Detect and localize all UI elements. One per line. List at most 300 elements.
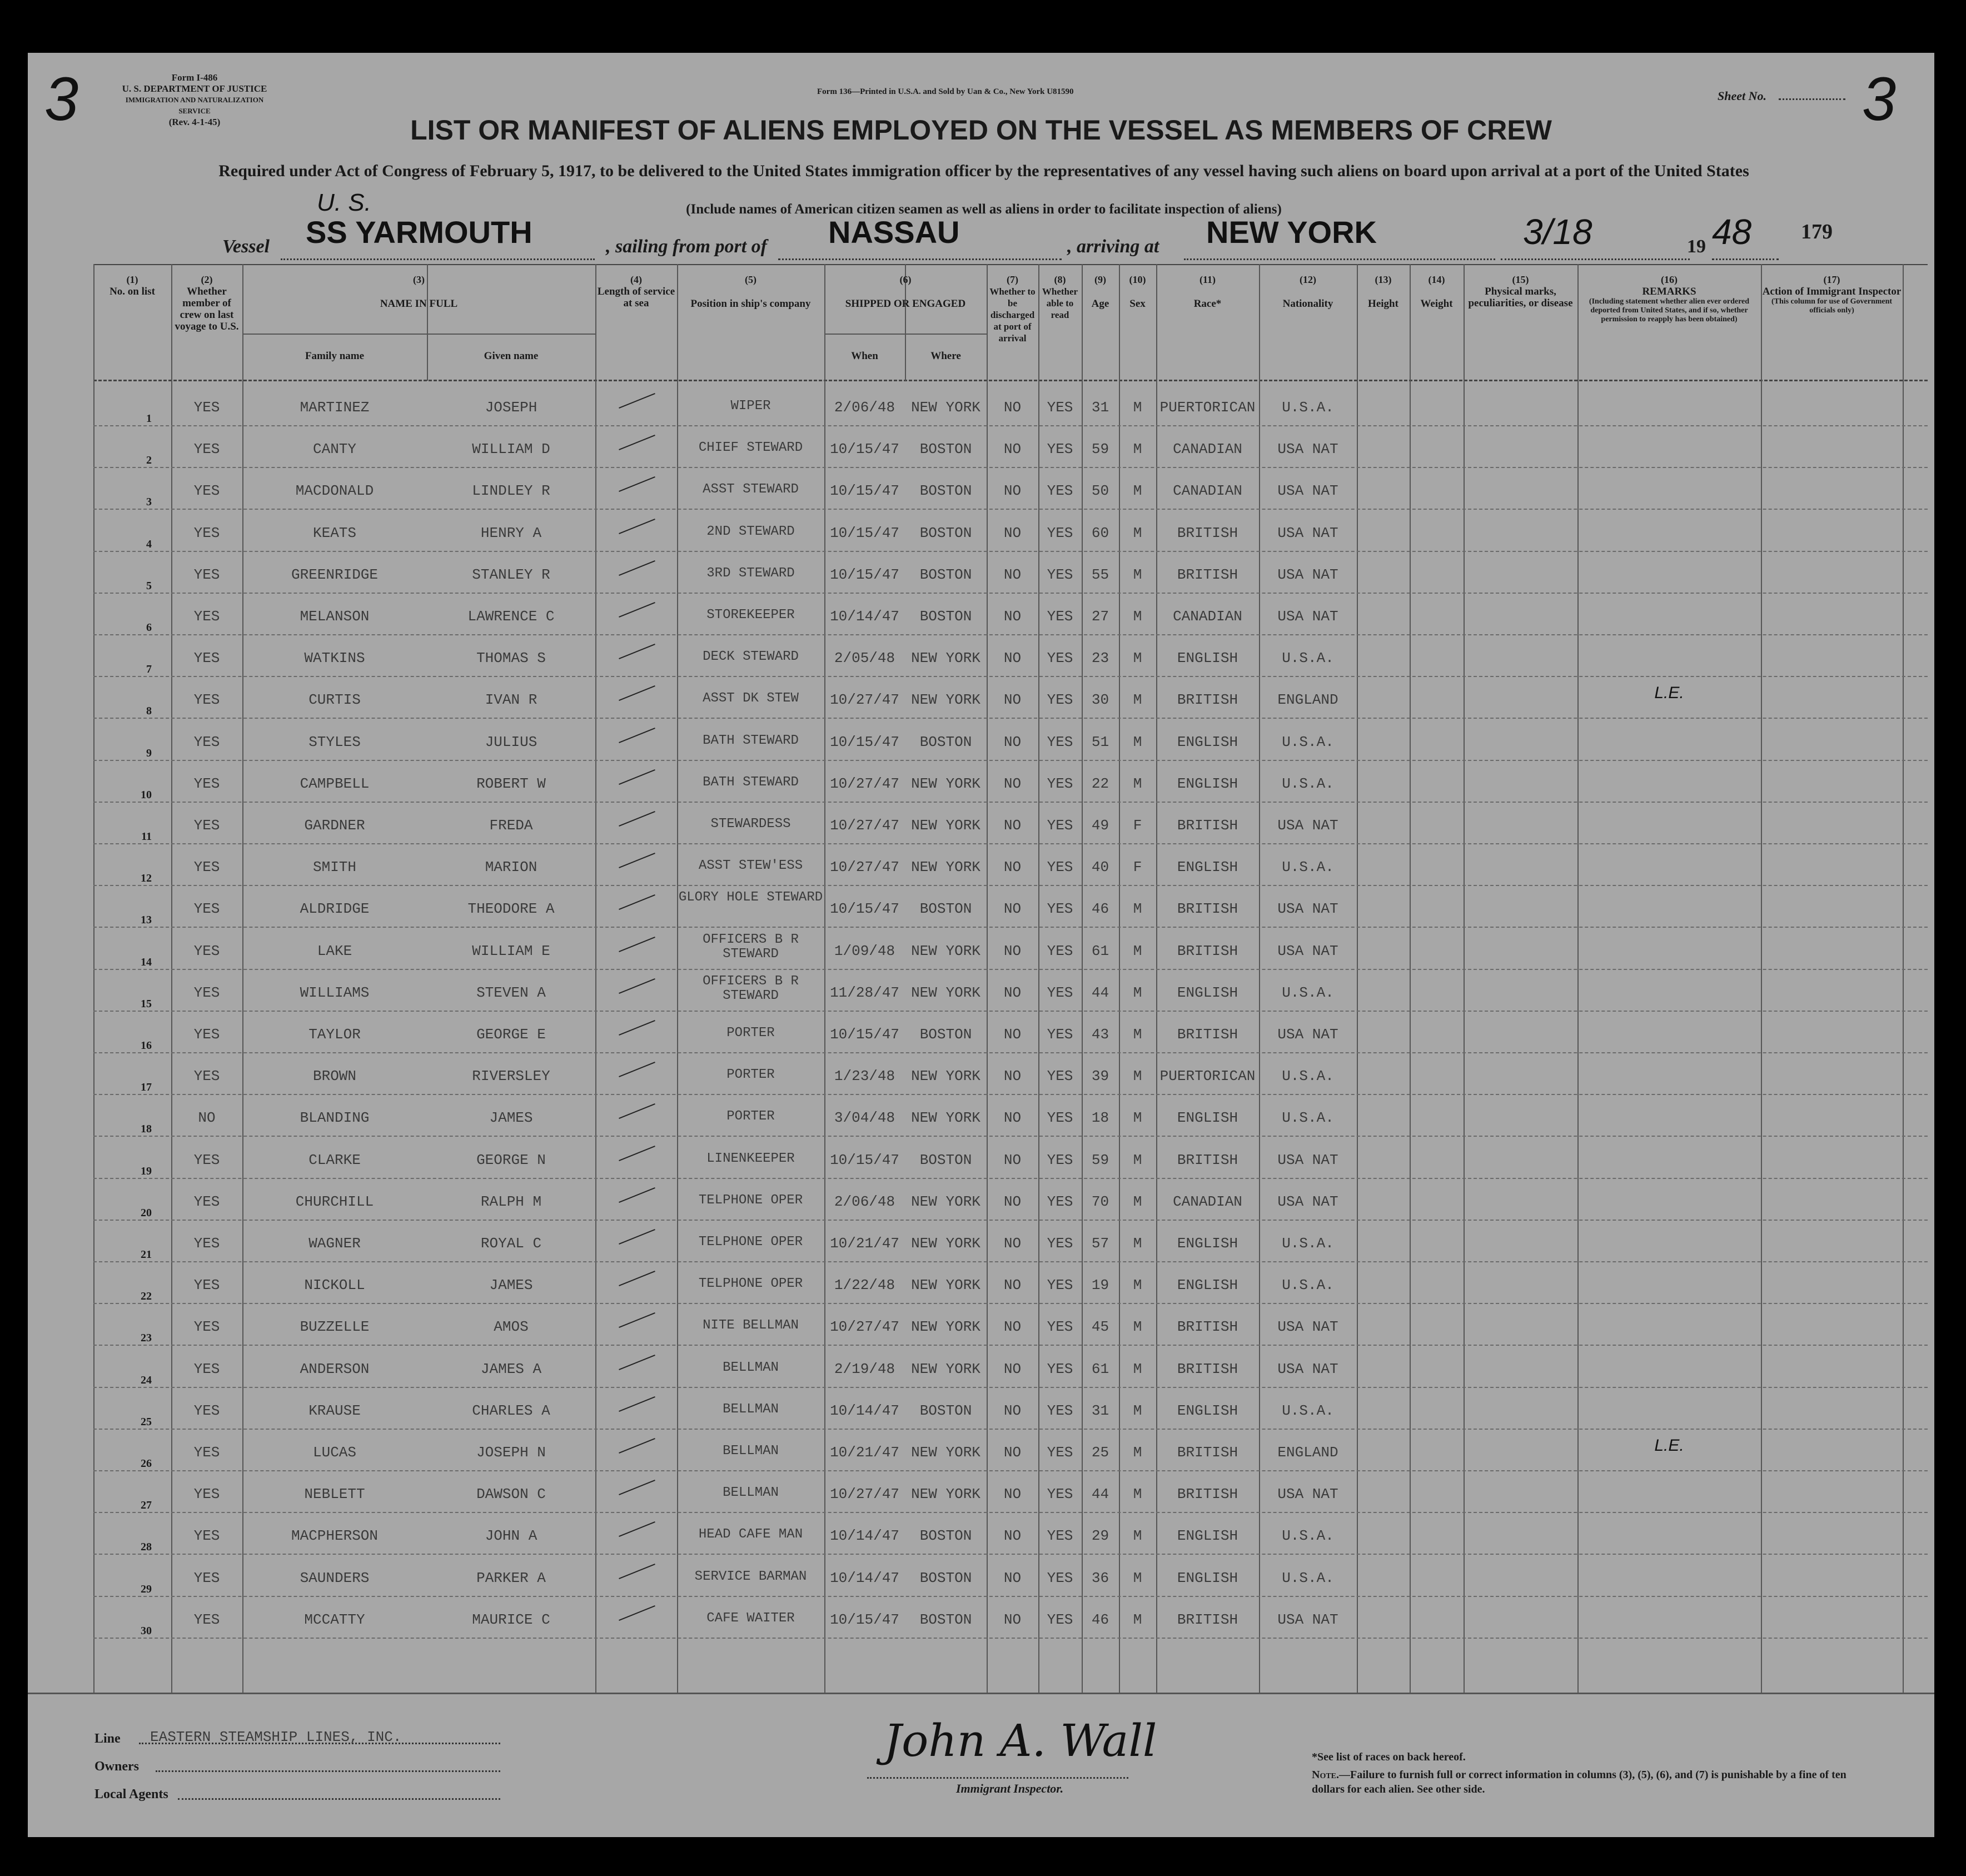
- race-note: *See list of races on back hereof.: [1312, 1751, 1466, 1763]
- cell-given: RALPH M: [480, 1193, 542, 1210]
- cell-race: BRITISH: [1177, 900, 1238, 918]
- cell-when: 2/06/48: [834, 1193, 895, 1210]
- cell-position: BELLMAN: [723, 1485, 779, 1501]
- cell-race: BRITISH: [1177, 1360, 1238, 1377]
- col-header-name: (3) NAME IN FULL: [380, 274, 458, 310]
- cell-family: CLARKE: [308, 1151, 361, 1168]
- cell-last: YES: [193, 942, 220, 959]
- cell-nat: USA NAT: [1277, 1611, 1338, 1628]
- cell-given: STANLEY R: [472, 566, 550, 583]
- row-number: 29: [141, 1583, 152, 1595]
- cell-sex: M: [1133, 1360, 1142, 1377]
- cell-when: 10/15/47: [830, 1611, 899, 1628]
- row-number: 9: [146, 747, 152, 759]
- cell-age: 40: [1091, 859, 1109, 876]
- cell-age: 46: [1091, 900, 1109, 918]
- table-row: [93, 384, 1928, 426]
- cell-remark: L.E.: [1654, 684, 1684, 703]
- service-tick-mark: [619, 476, 655, 492]
- cell-race: CANADIAN: [1173, 482, 1242, 500]
- cell-when: 10/15/47: [830, 733, 899, 750]
- cell-race: ENGLISH: [1177, 1527, 1238, 1545]
- cell-nat: U.S.A.: [1282, 1277, 1334, 1294]
- cell-position: WIPER: [730, 399, 771, 414]
- cell-given: MAURICE C: [472, 1611, 550, 1628]
- cell-given: ROBERT W: [476, 775, 546, 792]
- cell-family: BROWN: [312, 1068, 356, 1085]
- cell-read: YES: [1047, 524, 1073, 541]
- vessel-name: SS YARMOUTH: [306, 215, 532, 250]
- service-tick-mark: [619, 560, 655, 576]
- cell-family: WATKINS: [304, 650, 365, 667]
- cell-disch: NO: [1003, 1068, 1022, 1085]
- cell-read: YES: [1047, 1235, 1073, 1252]
- sheet-number-handwritten: 3: [1862, 65, 1897, 133]
- cell-when: 10/15/47: [830, 524, 899, 541]
- cell-where: NEW YORK: [911, 1235, 980, 1252]
- col-header-sex: (10) Sex: [1129, 274, 1146, 310]
- row-number: 22: [141, 1290, 152, 1303]
- cell-when: 1/23/48: [834, 1068, 895, 1085]
- cell-family: MARTINEZ: [300, 399, 370, 416]
- cell-given: IVAN R: [485, 691, 537, 709]
- cell-sex: M: [1133, 1611, 1142, 1628]
- printer-line: Form 136—Printed in U.S.A. and Sold by Uan & Co., New York U81590: [817, 87, 1074, 96]
- cell-age: 31: [1091, 1402, 1109, 1419]
- col-header-weight: (14) Weight: [1420, 274, 1453, 310]
- cell-given: WILLIAM E: [472, 942, 550, 959]
- cell-given: RIVERSLEY: [472, 1068, 550, 1085]
- stamp-number: 179: [1801, 220, 1833, 243]
- service-tick-mark: [619, 1020, 655, 1036]
- cell-read: YES: [1047, 1068, 1073, 1085]
- cell-sex: M: [1133, 566, 1142, 583]
- cell-family: GREENRIDGE: [291, 566, 379, 583]
- cell-where: BOSTON: [919, 566, 972, 583]
- cell-read: YES: [1047, 1527, 1073, 1545]
- cell-sex: M: [1133, 441, 1142, 458]
- cell-when: 10/15/47: [830, 900, 899, 918]
- cell-nat: USA NAT: [1277, 1318, 1338, 1336]
- row-number: 10: [141, 788, 152, 801]
- cell-nat: USA NAT: [1277, 817, 1338, 834]
- cell-where: NEW YORK: [911, 1318, 980, 1336]
- cell-last: YES: [193, 1277, 220, 1294]
- cell-position: BATH STEWARD: [703, 733, 799, 748]
- cell-disch: NO: [1003, 1277, 1022, 1294]
- cell-read: YES: [1047, 1109, 1073, 1127]
- row-number: 23: [141, 1332, 152, 1345]
- cell-nat: U.S.A.: [1282, 1235, 1334, 1252]
- cell-race: BRITISH: [1177, 524, 1238, 541]
- col-header-shipped: (6) SHIPPED OR ENGAGED: [845, 274, 966, 310]
- cell-nat: USA NAT: [1277, 1151, 1338, 1168]
- cell-last: YES: [193, 1193, 220, 1210]
- cell-last: YES: [193, 691, 220, 709]
- cell-position: 3RD STEWARD: [706, 565, 795, 581]
- table-row: [93, 1220, 1928, 1262]
- cell-family: ALDRIDGE: [300, 900, 370, 918]
- cell-last: YES: [193, 1068, 220, 1085]
- cell-disch: NO: [1003, 1318, 1022, 1336]
- table-row: [93, 969, 1928, 1012]
- cell-disch: NO: [1003, 1486, 1022, 1503]
- cell-disch: NO: [1003, 1151, 1022, 1168]
- cell-where: BOSTON: [919, 1611, 972, 1628]
- service-tick-mark: [619, 728, 655, 743]
- cell-when: 10/21/47: [830, 1444, 899, 1461]
- cell-family: BUZZELLE: [300, 1318, 370, 1336]
- row-number: 16: [141, 1039, 152, 1052]
- cell-given: LINDLEY R: [472, 482, 550, 500]
- cell-where: NEW YORK: [911, 1068, 980, 1085]
- cell-given: GEORGE N: [476, 1151, 546, 1168]
- row-number: 26: [141, 1457, 152, 1470]
- cell-where: NEW YORK: [911, 1486, 980, 1503]
- cell-when: 10/15/47: [830, 441, 899, 458]
- cell-age: 22: [1091, 775, 1109, 792]
- service-tick-mark: [619, 644, 655, 659]
- service-tick-mark: [619, 937, 655, 952]
- cell-where: NEW YORK: [911, 942, 980, 959]
- cell-position: STEWARDESS: [710, 817, 791, 832]
- cell-disch: NO: [1003, 608, 1022, 625]
- cell-last: YES: [193, 482, 220, 500]
- cell-when: 1/09/48: [834, 942, 895, 959]
- note-label: Note.: [1312, 1769, 1340, 1781]
- col-header-discharged: (7) Whether to be discharged at port of arrival: [989, 274, 1036, 344]
- arriving-label: , arriving at: [1067, 236, 1159, 257]
- cell-read: YES: [1047, 608, 1073, 625]
- cell-race: BRITISH: [1177, 1318, 1238, 1336]
- cell-race: PUERTORICAN: [1159, 1068, 1256, 1085]
- cell-sex: M: [1133, 1444, 1142, 1461]
- cell-family: NICKOLL: [304, 1277, 365, 1294]
- cell-family: LUCAS: [312, 1444, 356, 1461]
- cell-given: HENRY A: [480, 524, 542, 541]
- cell-age: 60: [1091, 524, 1109, 541]
- cell-given: JULIUS: [485, 733, 537, 750]
- cell-where: NEW YORK: [911, 1193, 980, 1210]
- cell-race: ENGLISH: [1177, 1569, 1238, 1586]
- cell-last: YES: [193, 984, 220, 1001]
- cell-position: PORTER: [726, 1109, 775, 1124]
- cell-sex: M: [1133, 1193, 1142, 1210]
- col-header-service: (4) Length of service at sea: [597, 274, 675, 309]
- cell-position: BELLMAN: [723, 1360, 779, 1375]
- cell-family: CAMPBELL: [300, 775, 370, 792]
- row-number: 24: [141, 1374, 152, 1386]
- cell-family: CANTY: [312, 441, 356, 458]
- cell-position: NITE BELLMAN: [703, 1318, 799, 1333]
- col-header-age: (9) Age: [1091, 274, 1109, 310]
- cell-position: CAFE WAITER: [706, 1610, 795, 1626]
- cell-family: SMITH: [312, 859, 356, 876]
- cell-last: NO: [198, 1109, 216, 1127]
- table-row: [93, 1554, 1928, 1597]
- table-row: [93, 1303, 1928, 1346]
- cell-given: THEODORE A: [467, 900, 555, 918]
- cell-age: 25: [1091, 1444, 1109, 1461]
- table-row: [93, 425, 1928, 468]
- row-number: 12: [141, 872, 152, 885]
- service-tick-mark: [619, 894, 655, 910]
- cell-disch: NO: [1003, 1193, 1022, 1210]
- form-number: Form I-486: [171, 72, 218, 83]
- row-number: 25: [141, 1415, 152, 1428]
- cell-where: NEW YORK: [911, 650, 980, 667]
- cell-disch: NO: [1003, 399, 1022, 416]
- cell-where: BOSTON: [919, 733, 972, 750]
- cell-disch: NO: [1003, 691, 1022, 709]
- cell-when: 10/14/47: [830, 1527, 899, 1545]
- page-title: LIST OR MANIFEST OF ALIENS EMPLOYED ON THE VESSEL AS MEMBERS OF CREW: [410, 115, 1552, 146]
- cell-last: YES: [193, 650, 220, 667]
- cell-age: 44: [1091, 984, 1109, 1001]
- cell-where: NEW YORK: [911, 399, 980, 416]
- service-tick-mark: [619, 1103, 655, 1119]
- cell-disch: NO: [1003, 566, 1022, 583]
- cell-position: CHIEF STEWARD: [698, 440, 803, 456]
- cell-read: YES: [1047, 1318, 1073, 1336]
- cell-last: YES: [193, 1527, 220, 1545]
- cell-age: 29: [1091, 1527, 1109, 1545]
- cell-where: BOSTON: [919, 1569, 972, 1586]
- table-row: [93, 843, 1928, 886]
- cell-when: 10/15/47: [830, 1026, 899, 1043]
- cell-when: 1/22/48: [834, 1277, 895, 1294]
- cell-disch: NO: [1003, 859, 1022, 876]
- cell-age: 19: [1091, 1277, 1109, 1294]
- cell-where: BOSTON: [919, 608, 972, 625]
- cell-where: BOSTON: [919, 441, 972, 458]
- cell-position: OFFICERS B R STEWARD: [703, 932, 799, 962]
- cell-family: MCCATTY: [304, 1611, 365, 1628]
- cell-family: STYLES: [308, 733, 361, 750]
- cell-when: 10/15/47: [830, 482, 899, 500]
- cell-read: YES: [1047, 942, 1073, 959]
- cell-sex: M: [1133, 1318, 1142, 1336]
- row-number: 17: [141, 1081, 152, 1094]
- cell-race: BRITISH: [1177, 566, 1238, 583]
- cell-last: YES: [193, 1611, 220, 1628]
- vessel-label: Vessel: [222, 236, 270, 257]
- cell-age: 61: [1091, 1360, 1109, 1377]
- table-row: [93, 1178, 1928, 1221]
- cell-family: LAKE: [317, 942, 352, 959]
- sheet-no-label: Sheet No.: [1718, 89, 1766, 103]
- cell-sex: M: [1133, 1151, 1142, 1168]
- col-header-race: (11) Race*: [1193, 274, 1222, 310]
- cell-position: TELPHONE OPER: [698, 1276, 803, 1292]
- cell-sex: M: [1133, 1486, 1142, 1503]
- cell-sex: M: [1133, 650, 1142, 667]
- inspector-label: Immigrant Inspector.: [956, 1782, 1064, 1795]
- cell-sex: M: [1133, 1402, 1142, 1419]
- cell-last: YES: [193, 1235, 220, 1252]
- cell-sex: M: [1133, 524, 1142, 541]
- cell-age: 44: [1091, 1486, 1109, 1503]
- cell-sex: M: [1133, 1109, 1142, 1127]
- cell-last: YES: [193, 775, 220, 792]
- row-number: 19: [141, 1165, 152, 1177]
- table-row: [93, 1261, 1928, 1304]
- row-number: 30: [141, 1624, 152, 1637]
- cell-given: LAWRENCE C: [467, 608, 555, 625]
- cell-position: ASST DK STEW: [703, 691, 799, 706]
- cell-nat: U.S.A.: [1282, 1402, 1334, 1419]
- cell-last: YES: [193, 1486, 220, 1503]
- service-tick-mark: [619, 1521, 655, 1537]
- cell-disch: NO: [1003, 650, 1022, 667]
- cell-where: NEW YORK: [911, 1360, 980, 1377]
- row-number: 28: [141, 1541, 152, 1554]
- cell-family: MACPHERSON: [291, 1527, 379, 1545]
- row-number: 2: [146, 454, 152, 467]
- cell-where: BOSTON: [919, 900, 972, 918]
- cell-given: MARION: [485, 859, 537, 876]
- cell-nat: U.S.A.: [1282, 984, 1334, 1001]
- cell-read: YES: [1047, 1402, 1073, 1419]
- cell-last: YES: [193, 733, 220, 750]
- row-number: 8: [146, 705, 152, 718]
- year-prefix: 19: [1687, 236, 1706, 257]
- cell-nat: USA NAT: [1277, 524, 1338, 541]
- cell-family: TAYLOR: [308, 1026, 361, 1043]
- cell-age: 30: [1091, 691, 1109, 709]
- cell-given: WILLIAM D: [472, 441, 550, 458]
- cell-position: ASST STEW'ESS: [698, 858, 803, 874]
- cell-age: 23: [1091, 650, 1109, 667]
- cell-nat: USA NAT: [1277, 1026, 1338, 1043]
- cell-family: NEBLETT: [304, 1486, 365, 1503]
- cell-nat: USA NAT: [1277, 441, 1338, 458]
- service-tick-mark: [619, 435, 655, 450]
- cell-race: CANADIAN: [1173, 608, 1242, 625]
- cell-disch: NO: [1003, 1611, 1022, 1628]
- cell-nat: USA NAT: [1277, 942, 1338, 959]
- cell-read: YES: [1047, 1444, 1073, 1461]
- cell-read: YES: [1047, 650, 1073, 667]
- cell-disch: NO: [1003, 1527, 1022, 1545]
- cell-read: YES: [1047, 441, 1073, 458]
- note-text: —Failure to furnish full or correct information in columns (3), (5), (6), and (7) is punishable by a fine of ten dollars for each alien. See other side.: [1312, 1769, 1846, 1795]
- cell-last: YES: [193, 524, 220, 541]
- service-tick-mark: [619, 1312, 655, 1328]
- cell-given: THOMAS S: [476, 650, 546, 667]
- cell-nat: U.S.A.: [1282, 859, 1334, 876]
- service-tick-mark: [619, 1355, 655, 1370]
- col-header-nationality: (12) Nationality: [1282, 274, 1333, 310]
- service-tick-mark: [619, 853, 655, 868]
- cell-disch: NO: [1003, 942, 1022, 959]
- service-tick-mark: [619, 1480, 655, 1495]
- cell-family: SAUNDERS: [300, 1569, 370, 1586]
- table-row: [93, 551, 1928, 594]
- cell-sex: M: [1133, 984, 1142, 1001]
- cell-age: 59: [1091, 1151, 1109, 1168]
- service-tick-mark: [619, 685, 655, 701]
- col-header-physical-marks: (15) Physical marks, peculiarities, or disease: [1468, 274, 1573, 309]
- service-tick-mark: [619, 1187, 655, 1203]
- cell-sex: M: [1133, 1569, 1142, 1586]
- cell-race: BRITISH: [1177, 1444, 1238, 1461]
- cell-nat: USA NAT: [1277, 1360, 1338, 1377]
- cell-age: 27: [1091, 608, 1109, 625]
- cell-race: PUERTORICAN: [1159, 399, 1256, 416]
- cell-sex: M: [1133, 900, 1142, 918]
- cell-when: 10/27/47: [830, 691, 899, 709]
- cell-remark: L.E.: [1654, 1436, 1684, 1455]
- cell-last: YES: [193, 1151, 220, 1168]
- col-header-where: Where: [930, 350, 961, 362]
- cell-where: BOSTON: [919, 1151, 972, 1168]
- service-tick-mark: [619, 1229, 655, 1245]
- table-row: [93, 467, 1928, 510]
- crew-table: [93, 264, 1928, 1693]
- cell-position: PORTER: [726, 1026, 775, 1041]
- cell-race: BRITISH: [1177, 1026, 1238, 1043]
- row-number: 21: [141, 1248, 152, 1261]
- cell-where: BOSTON: [919, 482, 972, 500]
- cell-age: 31: [1091, 399, 1109, 416]
- table-row: [93, 1596, 1928, 1639]
- cell-position: DECK STEWARD: [703, 649, 799, 665]
- cell-when: 10/21/47: [830, 1235, 899, 1252]
- cell-read: YES: [1047, 1026, 1073, 1043]
- arrival-date-handwritten: 3/18: [1523, 212, 1592, 252]
- cell-disch: NO: [1003, 1569, 1022, 1586]
- local-agents-label: Local Agents: [94, 1787, 168, 1802]
- cell-where: BOSTON: [919, 1402, 972, 1419]
- service-tick-mark: [619, 1271, 655, 1286]
- cell-when: 10/14/47: [830, 608, 899, 625]
- cell-sex: M: [1133, 691, 1142, 709]
- table-row: [93, 593, 1928, 635]
- service-tick-mark: [619, 769, 655, 785]
- cell-disch: NO: [1003, 733, 1022, 750]
- cell-race: ENGLISH: [1177, 733, 1238, 750]
- cell-where: NEW YORK: [911, 984, 980, 1001]
- cell-last: YES: [193, 566, 220, 583]
- cell-age: 57: [1091, 1235, 1109, 1252]
- col-header-read: (8) Whether able to read: [1042, 274, 1078, 320]
- col-header-when: When: [851, 350, 878, 362]
- cell-given: PARKER A: [476, 1569, 546, 1586]
- table-row: [93, 760, 1928, 803]
- cell-read: YES: [1047, 900, 1073, 918]
- table-row: [93, 1094, 1928, 1137]
- cell-age: 43: [1091, 1026, 1109, 1043]
- service-tick-mark: [619, 1438, 655, 1454]
- cell-last: YES: [193, 1318, 220, 1336]
- cell-nat: USA NAT: [1277, 482, 1338, 500]
- cell-age: 50: [1091, 482, 1109, 500]
- cell-race: BRITISH: [1177, 817, 1238, 834]
- cell-when: 10/27/47: [830, 1486, 899, 1503]
- cell-when: 10/27/47: [830, 817, 899, 834]
- cell-when: 2/19/48: [834, 1360, 895, 1377]
- cell-last: YES: [193, 441, 220, 458]
- service-tick-mark: [619, 1396, 655, 1412]
- cell-family: GARDNER: [304, 817, 365, 834]
- cell-position: OFFICERS B R STEWARD: [703, 973, 799, 1003]
- year-handwritten: 48: [1712, 212, 1752, 252]
- row-number: 14: [141, 956, 152, 968]
- table-row: [93, 509, 1928, 552]
- cell-nat: USA NAT: [1277, 900, 1338, 918]
- cell-sex: M: [1133, 1068, 1142, 1085]
